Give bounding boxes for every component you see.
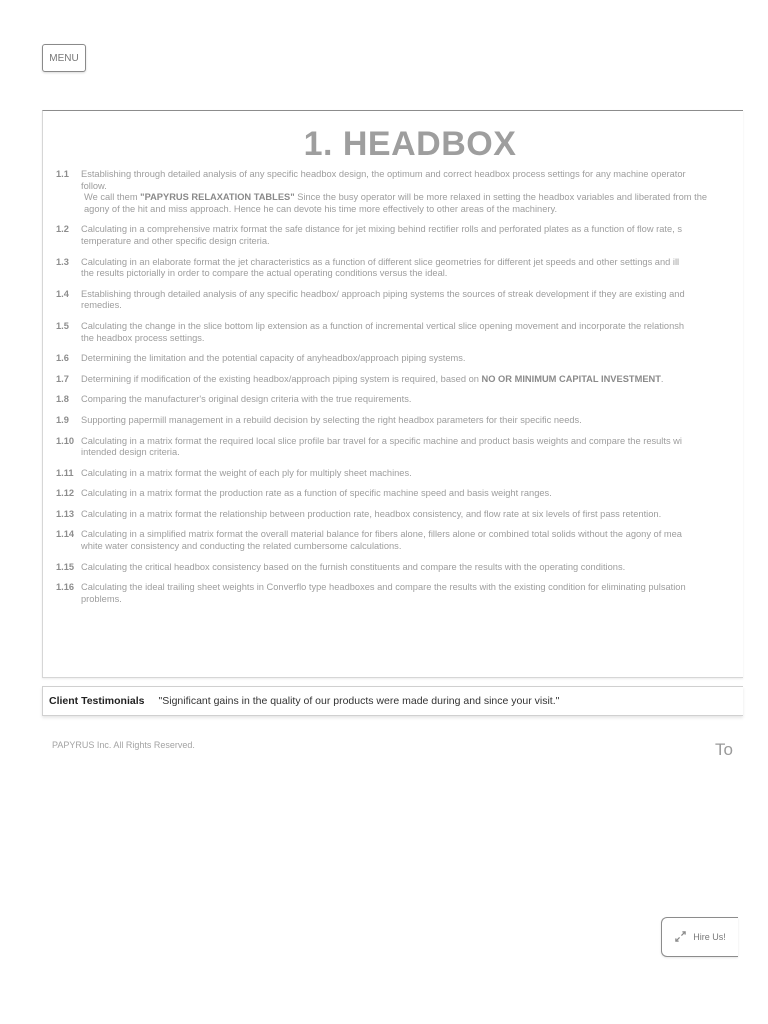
testimonial-label: Client Testimonials xyxy=(49,695,145,707)
item-text xyxy=(81,436,743,459)
to-top-link[interactable]: To xyxy=(715,740,733,759)
item-text-line: Calculating in a matrix format the required local slice profile bar travel for a specific machine and product basis weights and compare the results wi xyxy=(81,435,682,446)
item-text-line: Calculating the change in the slice bottom lip extension as a function of incremental vertical slice opening movement and incorporate the relationsh xyxy=(81,320,685,331)
item-text-line: Comparing the manufacturer's original design criteria with the true requirements. xyxy=(81,394,412,405)
item-text xyxy=(81,415,743,427)
list-item xyxy=(43,529,743,552)
subtext-pre: We call them xyxy=(84,192,141,203)
item-text-line: the results pictorially in order to compare the actual operating conditions versus the ideal. xyxy=(81,268,448,279)
list-item xyxy=(43,374,743,386)
item-text xyxy=(81,488,743,500)
list-item xyxy=(43,415,743,427)
item-text-line: Calculating in a simplified matrix format the overall material balance for fibers alone, fillers alone or combined total solids without the agony of mea xyxy=(81,529,682,540)
list-item xyxy=(43,436,743,459)
item-text-line: Calculating the ideal trailing sheet weights in Converflo type headboxes and compare the results with the existing condition for eliminating pulsation xyxy=(81,582,686,593)
item-text-line: Calculating the critical headbox consistency based on the furnish constituents and compare the results with the operating conditions. xyxy=(81,561,626,572)
item-text-line: Calculating in a matrix format the production rate as a function of specific machine speed and basis weight ranges. xyxy=(81,488,552,499)
item-text-emphasis: NO OR MINIMUM CAPITAL INVESTMENT xyxy=(481,373,661,384)
list-item xyxy=(43,224,743,247)
item-text-line: problems. xyxy=(81,593,122,604)
list-item xyxy=(43,468,743,480)
list-item xyxy=(43,562,743,574)
item-text-line: follow. xyxy=(81,180,107,191)
service-list xyxy=(43,169,743,614)
item-text xyxy=(81,509,743,521)
item-number: 1.12 xyxy=(56,488,75,499)
item-text-post: . xyxy=(660,373,664,384)
item-text-line: Calculating in a matrix format the weight of each ply for multiply sheet machines. xyxy=(81,467,412,478)
item-text xyxy=(81,353,743,365)
item-text-line: Calculating in an elaborate format the jet characteristics as a function of different slice geometries for different jet speeds and other settings and ill xyxy=(81,256,680,267)
item-text xyxy=(81,257,743,280)
list-item xyxy=(43,394,743,406)
list-item xyxy=(43,509,743,521)
item-number: 1.8 xyxy=(56,394,69,405)
subtext-post: Since the busy operator will be more relaxed in setting the headbox variables and liberated from the xyxy=(294,192,708,203)
item-text xyxy=(81,562,743,574)
headbox-section xyxy=(42,110,743,678)
item-text-line: Determining the limitation and the potential capacity of anyheadbox/approach piping systems. xyxy=(81,353,466,364)
expand-arrows-icon xyxy=(674,930,687,945)
item-text xyxy=(81,321,743,344)
item-number: 1.5 xyxy=(56,320,69,331)
item-text xyxy=(81,468,743,480)
copyright-text: PAPYRUS Inc. All Rights Reserved. xyxy=(52,740,195,750)
item-text xyxy=(81,224,743,247)
item-number: 1.1 xyxy=(56,169,69,179)
item-text-line: Establishing through detailed analysis of any specific headbox/ approach piping systems the sources of streak development if they are existing and xyxy=(81,288,685,299)
item-number: 1.7 xyxy=(56,373,69,384)
list-item xyxy=(43,257,743,280)
item-text-line xyxy=(81,374,743,386)
item-subtext-line: agony of the hit and miss approach. Hence he can devote his time more effectively to other areas of the machinery. xyxy=(84,203,558,214)
item-text-line: intended design criteria. xyxy=(81,447,180,458)
item-number: 1.9 xyxy=(56,414,69,425)
item-number: 1.11 xyxy=(56,467,74,478)
item-subtext-line xyxy=(81,192,743,204)
item-number: 1.4 xyxy=(56,288,69,299)
item-text-line: temperature and other specific design criteria. xyxy=(81,235,270,246)
list-item xyxy=(43,582,743,605)
item-text-line: the headbox process settings. xyxy=(81,332,205,343)
item-text xyxy=(81,374,743,386)
item-text xyxy=(81,394,743,406)
item-number: 1.14 xyxy=(56,529,75,540)
section-title: 1. HEADBOX xyxy=(303,125,517,163)
item-text-line: Establishing through detailed analysis of any specific headbox design, the optimum and correct headbox process settings for any machine operator xyxy=(81,169,686,179)
item-text xyxy=(81,289,743,312)
item-text xyxy=(81,169,743,215)
item-number: 1.10 xyxy=(56,435,75,446)
item-number: 1.6 xyxy=(56,353,69,364)
item-text-line: Supporting papermill management in a rebuild decision by selecting the right headbox parameters for their specific needs. xyxy=(81,414,582,425)
hire-us-label: Hire Us! xyxy=(693,932,726,942)
item-number: 1.3 xyxy=(56,256,69,267)
hire-us-button[interactable] xyxy=(661,917,738,957)
item-text-line: Calculating in a matrix format the relationship between production rate, headbox consistency, and flow rate at six levels of first pass retention. xyxy=(81,508,662,519)
list-item xyxy=(43,321,743,344)
item-number: 1.15 xyxy=(56,561,75,572)
item-number: 1.13 xyxy=(56,508,75,519)
subtext-emphasis: "PAPYRUS RELAXATION TABLES" xyxy=(140,192,295,203)
item-text-line: Calculating in a comprehensive matrix format the safe distance for jet mixing behind rectifier rolls and perforated plates as a function of flow rate, s xyxy=(81,224,682,235)
list-item xyxy=(43,488,743,500)
testimonial-bar xyxy=(42,686,743,716)
list-item xyxy=(43,353,743,365)
item-text xyxy=(81,582,743,605)
list-item xyxy=(43,289,743,312)
item-text-pre: Determining if modification of the existing headbox/approach piping system is required, based on xyxy=(81,373,482,384)
item-text-line: white water consistency and conducting the related cumbersome calculations. xyxy=(81,541,402,552)
menu-button[interactable]: MENU xyxy=(42,44,86,72)
item-number: 1.2 xyxy=(56,224,69,235)
item-text xyxy=(81,529,743,552)
list-item xyxy=(43,169,743,215)
item-text-line: remedies. xyxy=(81,300,122,311)
item-number: 1.16 xyxy=(56,582,75,593)
testimonial-quote: "Significant gains in the quality of our products were made during and since your visit." xyxy=(158,695,560,707)
